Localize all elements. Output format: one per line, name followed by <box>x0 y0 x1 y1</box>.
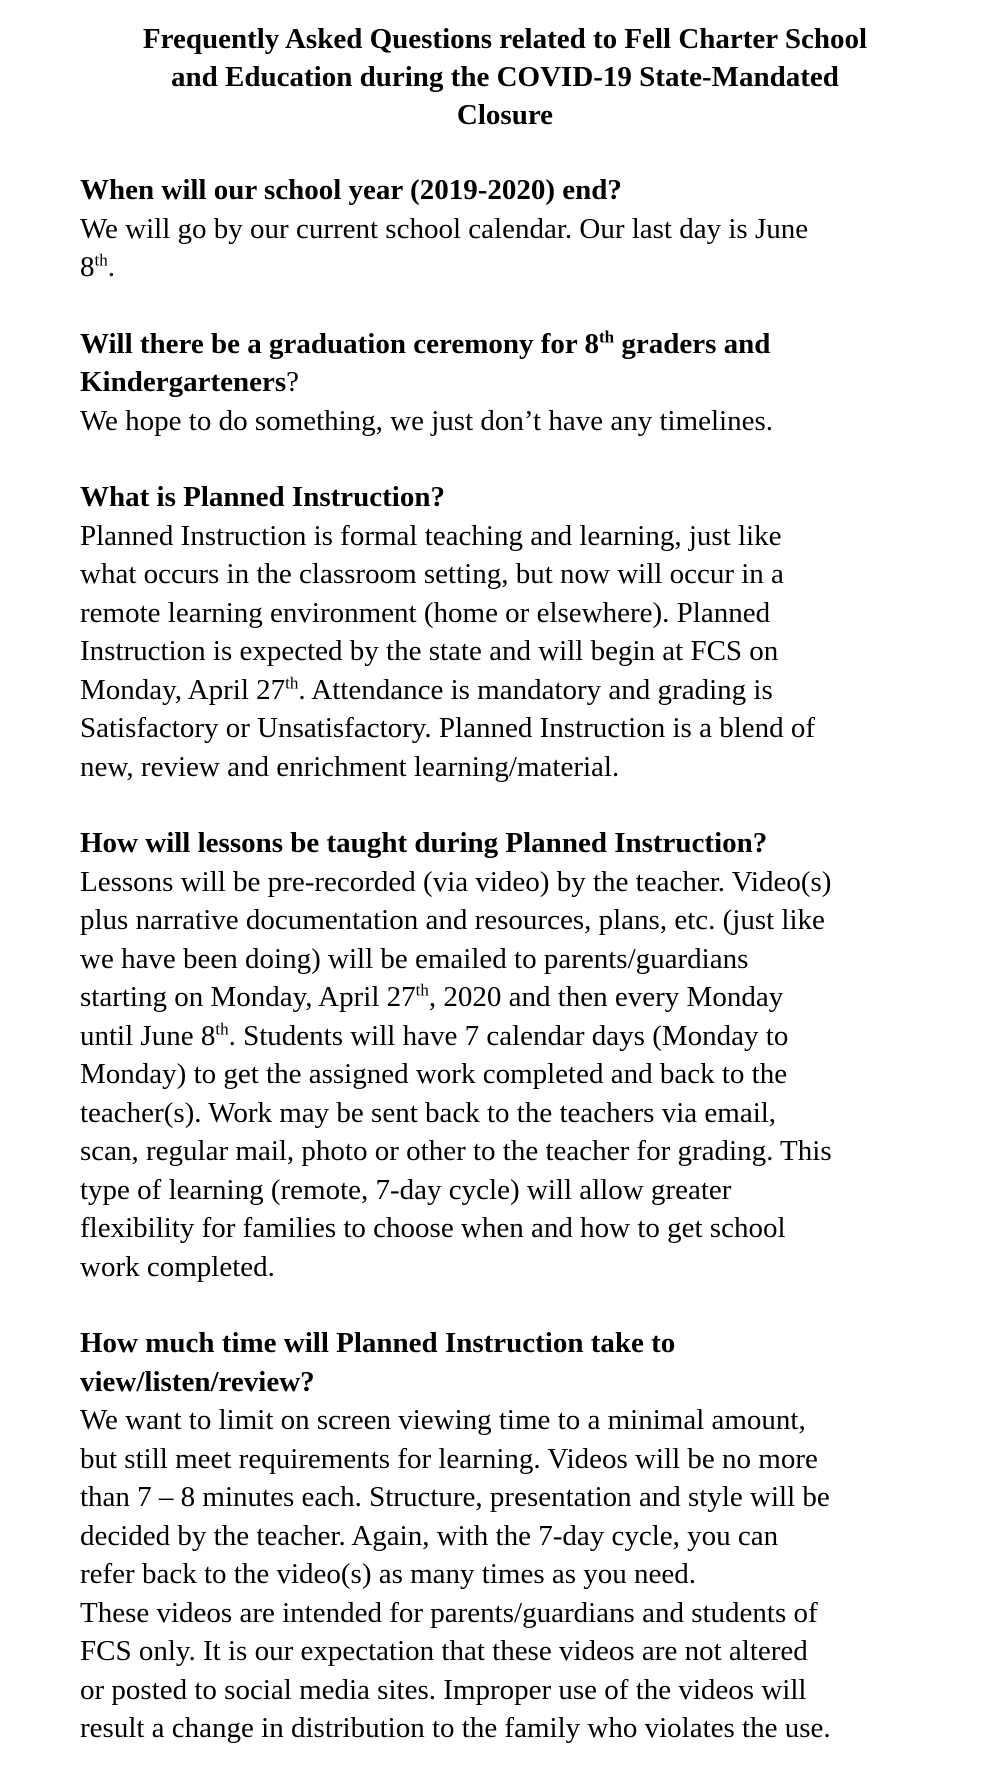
answer-line: result a change in distribution to the family who violates the use. <box>80 1712 831 1744</box>
faq-lesson-delivery <box>80 824 940 1286</box>
answer-line: teacher(s). Work may be sent back to the teachers via email, <box>80 1096 777 1129</box>
answer-line: or posted to social media sites. Improper use of the videos will <box>80 1673 807 1706</box>
ordinal-suffix: th <box>94 250 108 270</box>
question-line: How much time will Planned Instruction take to <box>80 1327 676 1359</box>
answer-line: type of learning (remote, 7-day cycle) will allow greater <box>80 1173 732 1206</box>
text-part: graders and <box>614 327 771 360</box>
question <box>80 325 940 402</box>
question <box>80 824 940 863</box>
answer <box>80 517 940 787</box>
answer-line: new, review and enrichment learning/material. <box>80 750 620 783</box>
answer-line: flexibility for families to choose when and how to get school <box>80 1212 786 1244</box>
text-part: , 2020 and then every Monday <box>428 981 784 1013</box>
text-part: 8 <box>80 251 95 283</box>
answer-line: Instruction is expected by the state and will begin at FCS on <box>80 635 779 667</box>
title-line: Closure <box>456 99 554 131</box>
faq-school-year-end <box>80 171 940 287</box>
ordinal-suffix: th <box>415 980 429 1000</box>
question-line: view/listen/review? <box>80 1365 315 1398</box>
answer <box>80 863 940 1287</box>
question-line <box>80 325 940 364</box>
answer-line: Satisfactory or Unsatisfactory. Planned Instruction is a blend of <box>80 712 816 744</box>
answer-line: we have been doing) will be emailed to parents/guardians <box>80 942 749 975</box>
question-line: When will our school year (2019-2020) end? <box>80 174 622 206</box>
answer-line: than 7 – 8 minutes each. Structure, presentation and style will be <box>80 1481 830 1513</box>
answer-line <box>80 671 940 710</box>
answer-line: remote learning environment (home or elsewhere). Planned <box>80 596 771 629</box>
faq-viewing-time <box>80 1324 940 1748</box>
answer-line: These videos are intended for parents/guardians and students of <box>80 1596 818 1629</box>
question <box>80 1324 940 1401</box>
answer-line: We want to limit on screen viewing time to a minimal amount, <box>80 1404 806 1436</box>
question-line <box>80 363 940 402</box>
question-line: How will lessons be taught during Planned Instruction? <box>80 827 768 859</box>
title-line: and Education during the COVID-19 State-Mandated <box>171 61 839 93</box>
answer-line: plus narrative documentation and resources, plans, etc. (just like <box>80 904 825 936</box>
text-part: . Attendance is mandatory and grading is <box>298 673 773 706</box>
question <box>80 478 940 517</box>
faq-graduation-ceremony <box>80 325 940 441</box>
answer-line: decided by the teacher. Again, with the 7-day cycle, you can <box>80 1519 779 1552</box>
question-line: What is Planned Instruction? <box>80 481 445 513</box>
faq-planned-instruction <box>80 478 940 786</box>
answer-line: We hope to do something, we just don’t have any timelines. <box>80 404 774 437</box>
answer-line <box>80 248 940 287</box>
ordinal-suffix: th <box>599 326 615 346</box>
answer <box>80 210 940 287</box>
text-part: . <box>107 251 115 283</box>
answer-line: Planned Instruction is formal teaching and learning, just like <box>80 519 782 552</box>
answer <box>80 1401 940 1748</box>
text-part: starting on Monday, April 27 <box>80 981 416 1013</box>
text-part: Will there be a graduation ceremony for 8 <box>80 327 599 360</box>
answer-line: what occurs in the classroom setting, but now will occur in a <box>80 558 784 590</box>
question <box>80 171 940 210</box>
answer-line: Lessons will be pre-recorded (via video) by the teacher. Video(s) <box>80 865 832 898</box>
answer-line <box>80 978 940 1017</box>
text-part: until June 8 <box>80 1019 216 1052</box>
answer-line: work completed. <box>80 1250 275 1283</box>
text-part: Monday, April 27 <box>80 673 286 706</box>
document-title <box>80 20 940 134</box>
answer-line <box>80 1017 940 1056</box>
text-part: . Students will have 7 calendar days (Monday to <box>228 1019 789 1052</box>
answer-line: We will go by our current school calendar. Our last day is June <box>80 212 809 245</box>
answer <box>80 402 940 441</box>
title-line: Frequently Asked Questions related to Fell Charter School <box>142 23 868 55</box>
answer-line: refer back to the video(s) as many times as you need. <box>80 1558 697 1590</box>
answer-line: Monday) to get the assigned work completed and back to the <box>80 1058 788 1090</box>
answer-line: scan, regular mail, photo or other to the teacher for grading. This <box>80 1135 832 1167</box>
question-mark: ? <box>286 366 300 398</box>
ordinal-suffix: th <box>285 672 299 692</box>
answer-line: FCS only. It is our expectation that these videos are not altered <box>80 1635 808 1667</box>
answer-line: but still meet requirements for learning. Videos will be no more <box>80 1442 818 1475</box>
ordinal-suffix: th <box>215 1018 229 1038</box>
text-part: Kindergarteners <box>80 366 287 398</box>
